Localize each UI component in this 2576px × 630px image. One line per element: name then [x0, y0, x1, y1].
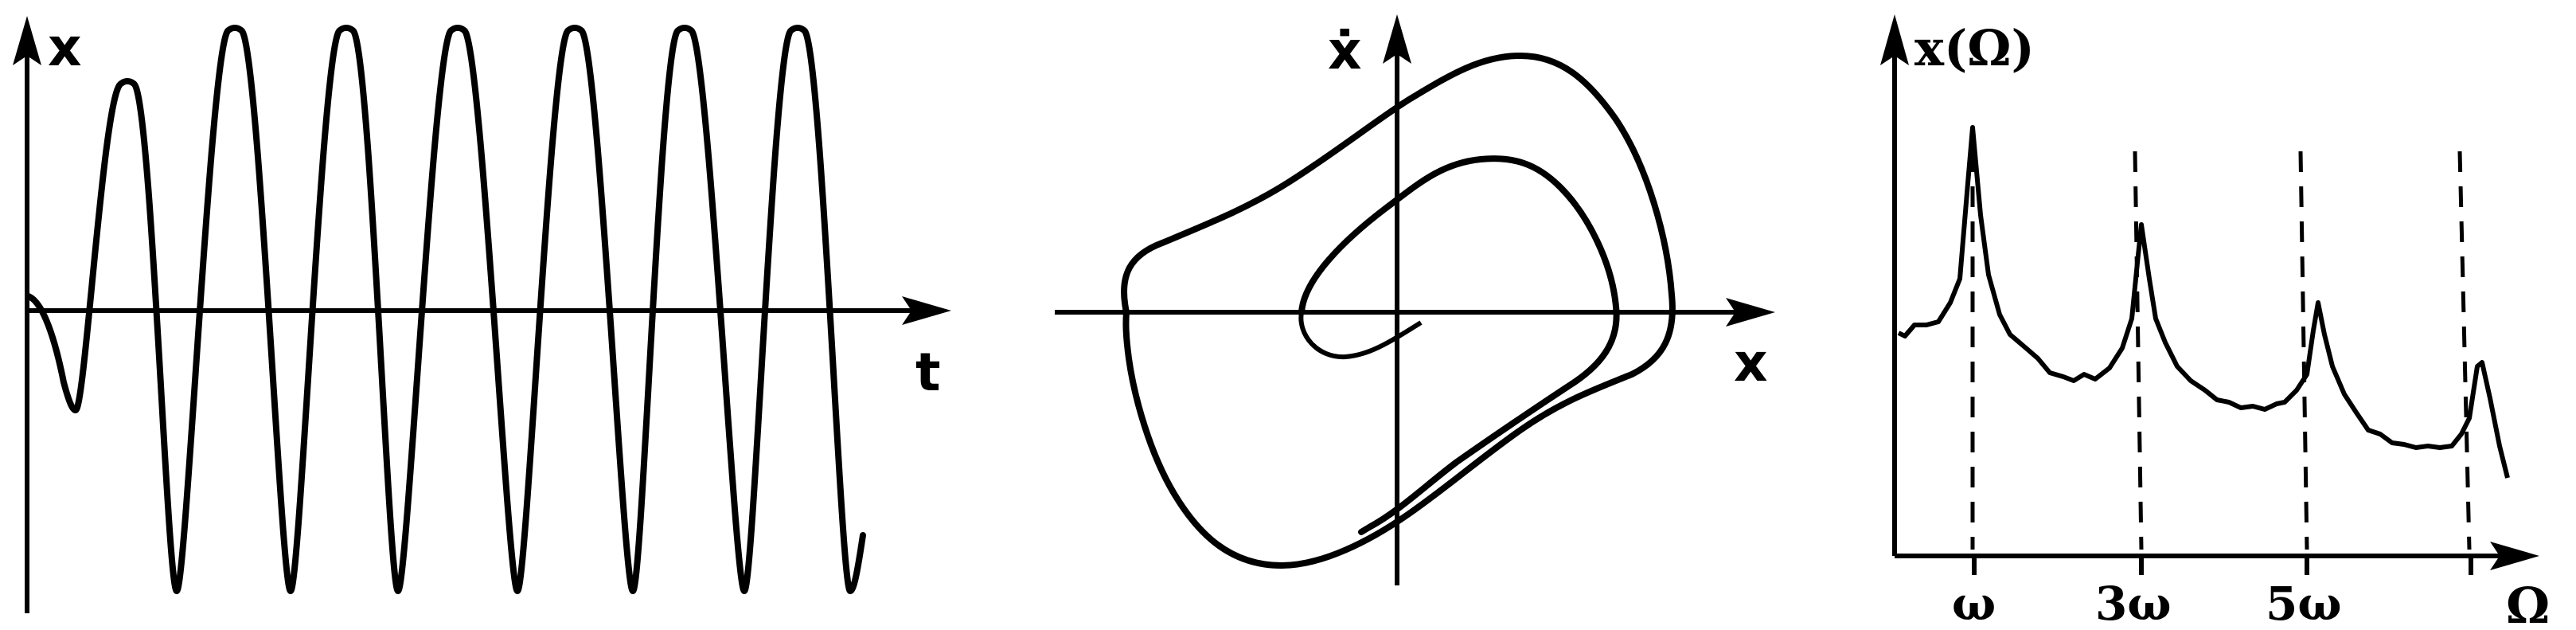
- tick-label-3omega: 3ω: [2095, 577, 2172, 630]
- phase-x-label: x: [1734, 332, 1768, 393]
- time-x-label: t: [915, 342, 941, 403]
- spectrum-x-label: Ω: [2506, 577, 2551, 630]
- phase-y-label: ẋ: [1328, 20, 1362, 81]
- time-y-label: x: [48, 17, 82, 78]
- spectrum-panel: [1880, 14, 2550, 630]
- tick-label-omega: ω: [1952, 577, 1996, 630]
- spectrum-y-label: x(Ω): [1914, 19, 2035, 77]
- harmonic-guide-3: [2135, 151, 2141, 550]
- phase-origin-loop: [1301, 312, 1421, 357]
- spectrum-trace: [1899, 127, 2508, 478]
- harmonic-guide-5: [2301, 151, 2307, 550]
- phase-portrait-panel: [1055, 14, 1775, 585]
- time-series-panel: [13, 16, 951, 613]
- harmonic-guide-7: [2460, 151, 2469, 550]
- tick-label-5omega: 5ω: [2266, 577, 2342, 630]
